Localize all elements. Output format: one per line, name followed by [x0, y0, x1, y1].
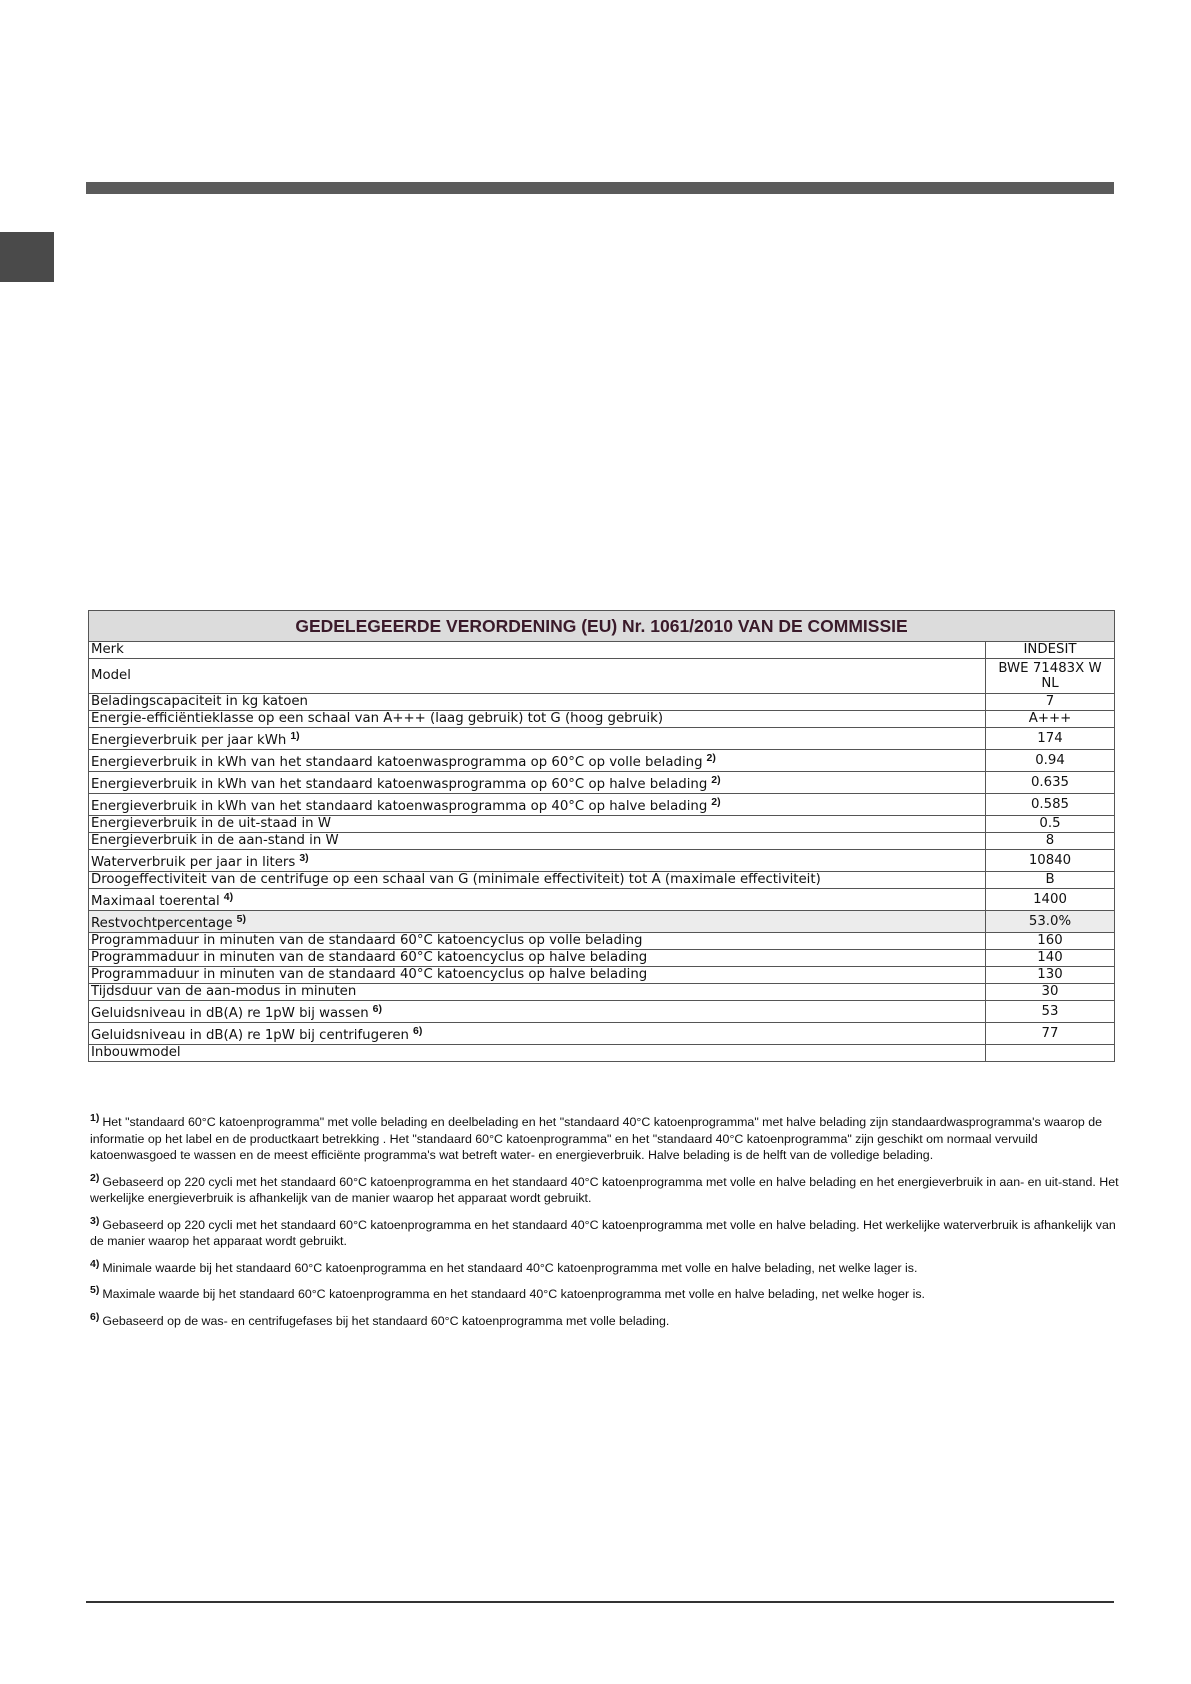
- row-label: Programmaduur in minuten van de standaard 60°C katoencyclus op halve belading: [89, 950, 986, 967]
- row-label: Programmaduur in minuten van de standaard 60°C katoencyclus op volle belading: [89, 933, 986, 950]
- footnote-text: Minimale waarde bij het standaard 60°C katoenprogramma en het standaard 40°C katoenprogramma met volle en halve belading, net welke lager is.: [102, 1260, 918, 1275]
- regulation-table: [88, 610, 1115, 1062]
- table-row: [89, 642, 1115, 659]
- footnote-ref: 4): [223, 891, 234, 903]
- footnote-2: [90, 1170, 1120, 1207]
- table-row: [89, 933, 1115, 950]
- row-value: A+++: [986, 711, 1115, 728]
- table-row: [89, 872, 1115, 889]
- row-value: 77: [986, 1023, 1115, 1045]
- table-row: [89, 694, 1115, 711]
- row-label: Energieverbruik per jaar kWh $^{1)}$: [89, 728, 986, 750]
- table-row: [89, 1001, 1115, 1023]
- footnote-1: [90, 1110, 1120, 1164]
- footnote-text: Maximale waarde bij het standaard 60°C katoenprogramma en het standaard 40°C katoenprogramma met volle en halve belading, net welke hoger is.: [102, 1287, 925, 1301]
- row-value: 53: [986, 1001, 1115, 1023]
- row-label: Energieverbruik in kWh van het standaard katoenwasprogramma op 60°C op halve belading $^{2)}$: [89, 772, 986, 794]
- header-rule: [86, 182, 1114, 194]
- row-value: 8: [986, 833, 1115, 850]
- table-row: [89, 711, 1115, 728]
- footnote-ref: 1): [290, 730, 300, 742]
- row-value: [986, 1045, 1115, 1062]
- row-label: Energie-efficiëntieklasse op een schaal van A+++ (laag gebruik) tot G (hoog gebruik): [89, 711, 986, 728]
- table-row: [89, 750, 1115, 772]
- row-label: Tijdsduur van de aan-modus in minuten: [89, 984, 986, 1001]
- table-title: GEDELEGEERDE VERORDENING (EU) Nr. 1061/2010 VAN DE COMMISSIE: [89, 611, 1115, 642]
- row-value: 174: [986, 728, 1115, 750]
- footnote-mark: 2): [90, 1171, 100, 1184]
- row-value: 30: [986, 984, 1115, 1001]
- page-side-tab: [0, 232, 54, 282]
- row-label: Energieverbruik in kWh van het standaard katoenwasprogramma op 60°C op volle belading $^{2)}$: [89, 750, 986, 772]
- footnote-mark: 3): [90, 1214, 100, 1227]
- footnote-mark: 5): [90, 1284, 100, 1296]
- footnote-ref: 2): [711, 796, 721, 808]
- row-value: B: [986, 872, 1115, 889]
- footnote-ref: 5): [236, 913, 246, 925]
- row-value: BWE 71483X W NL: [986, 659, 1115, 694]
- row-value: 10840: [986, 850, 1115, 872]
- footnote-mark: 1): [90, 1112, 100, 1124]
- footnote-ref: 6): [412, 1025, 423, 1037]
- table-row: [89, 833, 1115, 850]
- row-label: Merk: [89, 642, 986, 659]
- table-row: [89, 911, 1115, 933]
- row-value: 0.585: [986, 794, 1115, 816]
- row-label: Inbouwmodel: [89, 1045, 986, 1062]
- row-label: Waterverbruik per jaar in liters $^{3)}$: [89, 850, 986, 872]
- row-label: Droogeffectiviteit van de centrifuge op een schaal van G (minimale effectiviteit) tot A (maximale effectiviteit): [89, 872, 986, 889]
- row-label: Programmaduur in minuten van de standaard 40°C katoencyclus op halve belading: [89, 967, 986, 984]
- footnote-ref: 6): [372, 1003, 382, 1015]
- row-label: Geluidsniveau in dB(A) re 1pW bij centrifugeren $^{6)}$: [89, 1023, 986, 1045]
- table-row: [89, 772, 1115, 794]
- footnote-4: [90, 1256, 1120, 1277]
- row-value: 140: [986, 950, 1115, 967]
- row-value: 0.94: [986, 750, 1115, 772]
- row-label: Model: [89, 659, 986, 694]
- table-row: [89, 659, 1115, 694]
- table-row: [89, 950, 1115, 967]
- footnote-ref: 3): [299, 852, 309, 864]
- table-row: [89, 889, 1115, 911]
- footer-rule: [86, 1601, 1114, 1603]
- row-label: Beladingscapaciteit in kg katoen: [89, 694, 986, 711]
- table-row: [89, 850, 1115, 872]
- row-label: Energieverbruik in de uit-staad in W: [89, 816, 986, 833]
- footnote-5: [90, 1282, 1120, 1303]
- row-value: 130: [986, 967, 1115, 984]
- row-label: Restvochtpercentage $^{5)}$: [89, 911, 986, 933]
- footnote-text: Gebaseerd op de was- en centrifugefases bij het standaard 60°C katoenprogramma met volle belading.: [102, 1313, 670, 1328]
- footnote-3: [90, 1213, 1120, 1250]
- row-label: Energieverbruik in de aan-stand in W: [89, 833, 986, 850]
- row-value: INDESIT: [986, 642, 1115, 659]
- row-value: 1400: [986, 889, 1115, 911]
- footnote-text: Gebaseerd op 220 cycli met het standaard 60°C katoenprogramma en het standaard 40°C katoenprogramma met volle en halve belading. Het werkelijke waterverbruik is afhankelijk van de manier waarop het apparaat wordt gebruikt.: [90, 1217, 1116, 1248]
- footnote-mark: 6): [90, 1310, 100, 1323]
- footnote-mark: 4): [90, 1257, 100, 1270]
- footnote-text: Het "standaard 60°C katoenprogramma" met volle belading en deelbelading en het "standaard 40°C katoenprogramma" met halve belading zijn standaardwasprogramma's waarop de informatie op het label en de productkaart betrekking . Het "standaard 60°C katoenprogramma" en het "standaard 40°C katoenprogramma" zijn geschikt om normaal vervuild katoenwasgoed te wassen en de meest efficiënte programma's wat betreft water- en energieverbruik. Halve belading is de helft van de volledige belading.: [90, 1115, 1103, 1162]
- footnotes: [90, 1110, 1120, 1335]
- row-value: 160: [986, 933, 1115, 950]
- row-label: Maximaal toerental $^{4)}$: [89, 889, 986, 911]
- footnote-6: [90, 1309, 1120, 1330]
- footnote-ref: 2): [706, 752, 716, 764]
- table-row: [89, 816, 1115, 833]
- row-label: Energieverbruik in kWh van het standaard katoenwasprogramma op 40°C op halve belading $^{2)}$: [89, 794, 986, 816]
- row-value: 0.635: [986, 772, 1115, 794]
- table-row: [89, 728, 1115, 750]
- footnote-text: Gebaseerd op 220 cycli met het standaard 60°C katoenprogramma en het standaard 40°C katoenprogramma met volle en halve belading en het energieverbruik in aan- en uit-stand. Het werkelijke energieverbruik is afhankelijk van de manier waarop het apparaat wordt gebruikt.: [90, 1174, 1119, 1205]
- table-row: [89, 794, 1115, 816]
- row-value: 53.0%: [986, 911, 1115, 933]
- row-label: Geluidsniveau in dB(A) re 1pW bij wassen $^{6)}$: [89, 1001, 986, 1023]
- table-row: [89, 1045, 1115, 1062]
- row-value: 7: [986, 694, 1115, 711]
- row-value: 0.5: [986, 816, 1115, 833]
- footnote-ref: 2): [711, 774, 721, 786]
- table-row: [89, 984, 1115, 1001]
- table-row: [89, 967, 1115, 984]
- table-row: [89, 1023, 1115, 1045]
